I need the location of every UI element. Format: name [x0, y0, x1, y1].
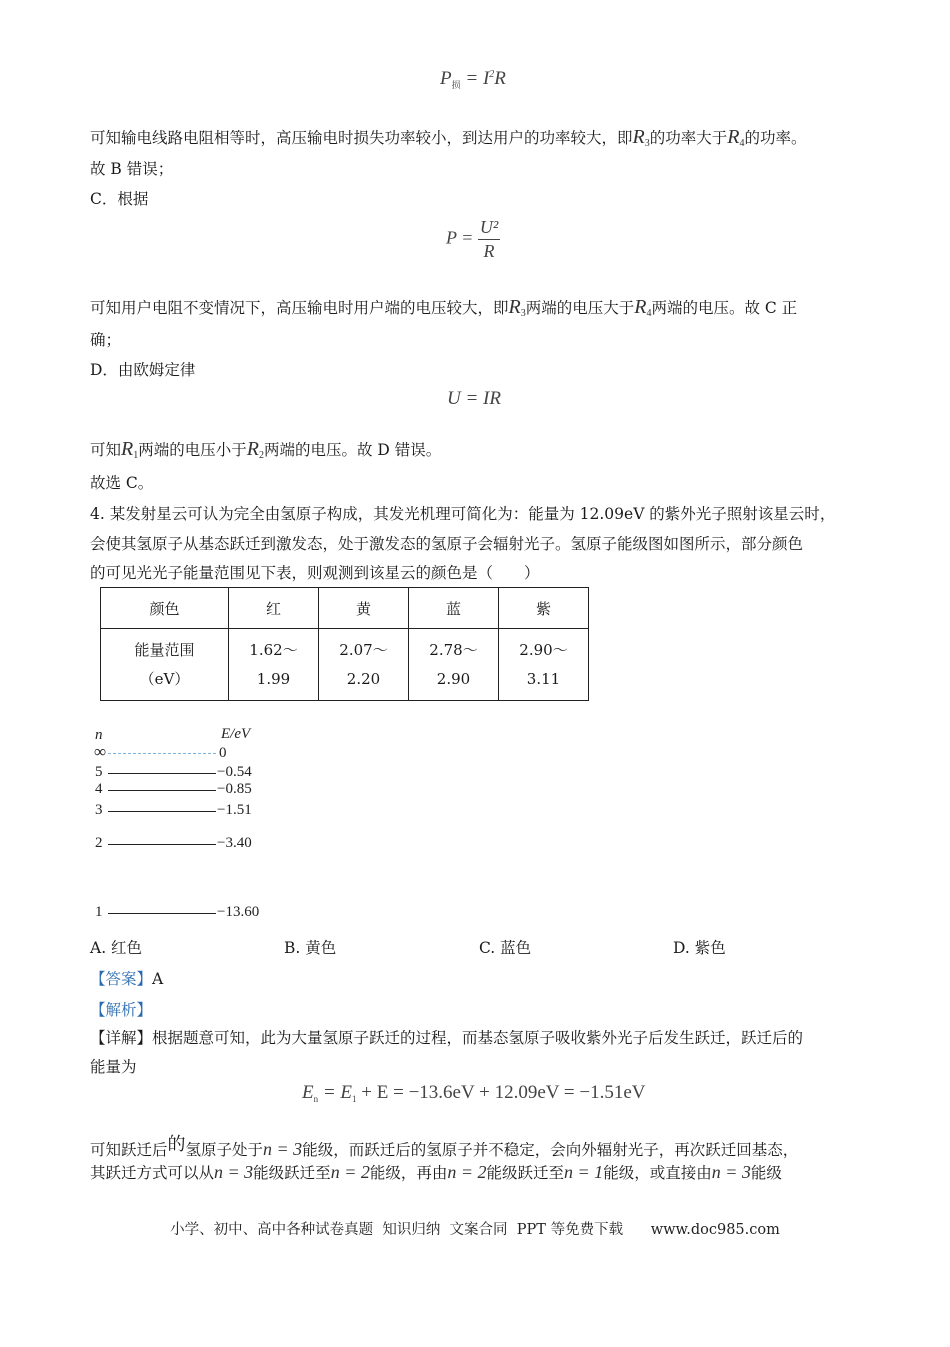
table-header-cell: 蓝 [409, 588, 499, 629]
n-axis-label: n [95, 727, 103, 743]
table-header-cell: 紫 [499, 588, 589, 629]
symbol-r4: R4 [727, 126, 745, 149]
color-energy-table [100, 587, 589, 701]
level-energy-label: −1.51 [217, 802, 252, 818]
table-header-cell: 颜色 [101, 588, 229, 629]
answer-line [90, 967, 163, 989]
formula-energy-transition: $E_n = E_1 + E = -13.6eV + 12.09eV = -1.51eV$ [302, 1082, 646, 1104]
table-cell: 1.62～ 1.99 [229, 629, 319, 701]
detail-line: 【详解】根据题意可知，此为大量氢原子跃迁的过程，而基态氢原子吸收紫外光子后发生跃迁，跃迁后的 [90, 1029, 804, 1047]
text-line: D．由欧姆定律 [90, 361, 196, 379]
symbol-r3: R3 [632, 126, 650, 149]
level-line-infinity [108, 753, 216, 754]
level-energy-label: 0 [219, 745, 227, 761]
option-d: D. 紫色 [673, 939, 726, 957]
level-line-1 [108, 913, 216, 914]
formula-power-voltage: P = $\frac{\text{U²}}{R}$ [446, 217, 499, 261]
level-n-label: 4 [95, 781, 103, 797]
level-energy-label: −0.54 [217, 764, 252, 780]
question-4-line: 4. 某发射星云可认为完全由氢原子构成，其发光机理可简化为：能量为 12.09eV 的紫外光子照射该星云时， [90, 505, 836, 523]
text-line: 可知输电线路电阻相等时，高压输电时损失功率较小，到达用户的功率较大，即R3的功率大于R4的功率。 [90, 126, 807, 149]
level-n-label: 3 [95, 802, 103, 818]
level-energy-label: −3.40 [217, 835, 252, 851]
formula-ohm-law: U = IR [447, 388, 501, 409]
energy-level-diagram [90, 725, 290, 925]
level-energy-label: −13.60 [217, 904, 260, 920]
level-n-label: 2 [95, 835, 103, 851]
level-energy-label: −0.85 [217, 781, 252, 797]
table-cell: 2.90～ 3.11 [499, 629, 589, 701]
detail-line: 其跃迁方式可以从n = 3能级跃迁至n = 2能级，再由n = 2能级跃迁至n = 1能级，或直接由n = 3能级 [90, 1162, 782, 1182]
level-n-label: ∞ [94, 742, 107, 761]
table-cell: 2.78～ 2.90 [409, 629, 499, 701]
e-axis-label: E/eV [221, 726, 251, 742]
text-line: 故选 C。 [90, 474, 154, 492]
page-footer: 小学、初中、高中各种试卷真题 知识归纳 文案合同 PPT 等免费下载 www.doc985.com [170, 1222, 780, 1238]
text-line: C．根据 [90, 190, 149, 208]
symbol-r3: R3 [508, 296, 526, 319]
question-4-line: 会使其氢原子从基态跃迁到激发态，处于激发态的氢原子会辐射光子。氢原子能级图如图所示，部分颜色 [90, 535, 804, 553]
level-line-3 [108, 811, 216, 812]
question-4-line: 的可见光光子能量范围见下表，则观测到该星云的颜色是（ ） [90, 564, 540, 582]
level-line-5 [108, 773, 216, 774]
level-line-4 [108, 790, 216, 791]
table-row-label: 能量范围 （eV） [101, 629, 229, 701]
answer-label: 【答案】 [90, 970, 153, 988]
symbol-r2: R2 [246, 438, 264, 461]
table-header-cell: 黄 [319, 588, 409, 629]
level-n-label: 1 [95, 904, 103, 920]
text-line: 确； [90, 331, 122, 349]
analysis-label: 【解析】 [90, 1001, 153, 1019]
text-line: 可知R1两端的电压小于R2两端的电压。故 D 错误。 [90, 438, 442, 461]
level-n-label: 5 [95, 764, 103, 780]
detail-line: 能量为 [90, 1058, 137, 1076]
option-a: A. 红色 [90, 939, 143, 957]
answer-value: A [152, 970, 164, 988]
option-c: C. 蓝色 [479, 939, 532, 957]
table-cell: 2.07～ 2.20 [319, 629, 409, 701]
detail-line: 可知跃迁后的氢原子处于n = 3能级，而跃迁后的氢原子并不稳定，会向外辐射光子，再次跃迁回基态， [90, 1134, 799, 1159]
text-line: 可知用户电阻不变情况下，高压输电时用户端的电压较大，即R3两端的电压大于R4两端的电压。故 C 正 [90, 296, 798, 319]
level-line-2 [108, 844, 216, 845]
symbol-r4: R4 [634, 296, 652, 319]
table-header-cell: 红 [229, 588, 319, 629]
formula-power-loss: $P_损 = I^2R$ [440, 68, 506, 90]
text-line: 故 B 错误； [90, 160, 174, 178]
symbol-r1: R1 [121, 438, 139, 461]
option-b: B. 黄色 [284, 939, 337, 957]
